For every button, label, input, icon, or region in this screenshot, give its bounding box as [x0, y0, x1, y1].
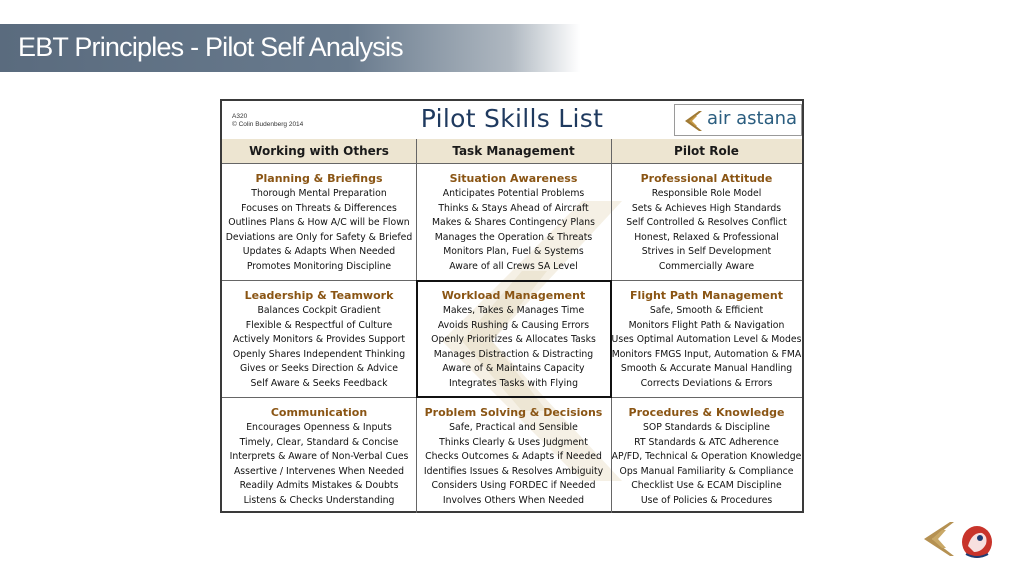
skill-item: Involves Others When Needed — [442, 494, 585, 506]
skill-item: Actively Monitors & Provides Support — [232, 334, 406, 345]
skill-item: Updates & Adapts When Needed — [242, 246, 396, 257]
skill-item: Monitors FMGS Input, Automation & FMA — [611, 348, 802, 360]
skill-item: Openly Prioritizes & Allocates Tasks — [431, 334, 596, 345]
skill-category-title: Communication — [270, 406, 368, 419]
skill-cell — [416, 164, 611, 280]
skill-item: Identifies Issues & Resolves Ambiguity — [423, 465, 604, 477]
air-astana-logo-icon — [681, 110, 703, 132]
skill-item: Responsible Role Model — [651, 188, 762, 199]
skill-item: Self Aware & Seeks Feedback — [250, 377, 388, 389]
skill-item: Smooth & Accurate Manual Handling — [620, 363, 793, 374]
skill-item: Corrects Deviations & Errors — [640, 377, 773, 389]
skill-cell — [611, 398, 802, 513]
skill-item: Thinks & Stays Ahead of Aircraft — [438, 202, 589, 214]
skill-cell — [416, 398, 611, 513]
air-astana-logo — [674, 104, 802, 136]
column-header-pilot-role: Pilot Role — [611, 139, 802, 164]
skill-item: Honest, Relaxed & Professional — [634, 231, 779, 243]
skill-item: Balances Cockpit Gradient — [257, 305, 381, 316]
skill-item: SOP Standards & Discipline — [642, 422, 771, 433]
skill-item: Manages the Operation & Threats — [434, 231, 593, 243]
skill-item: Thorough Mental Preparation — [251, 188, 387, 199]
skill-item: Makes & Shares Contingency Plans — [431, 217, 596, 228]
highlighted-cell-border — [416, 280, 612, 398]
skill-item: Checklist Use & ECAM Discipline — [631, 480, 782, 491]
skill-item: Thinks Clearly & Uses Judgment — [439, 436, 588, 448]
skill-item: Checks Outcomes & Adapts if Needed — [425, 451, 602, 462]
skill-item: Commercially Aware — [658, 260, 755, 272]
skill-item: Aware of all Crews SA Level — [449, 260, 578, 272]
skill-item: Use of Policies & Procedures — [640, 494, 773, 506]
slide-header-band — [0, 24, 580, 72]
skill-category-title: Professional Attitude — [640, 172, 773, 185]
pilot-skills-sheet — [220, 99, 804, 513]
skill-item: Uses Optimal Automation Level & Modes — [611, 334, 802, 345]
skill-item: Deviations are Only for Safety & Briefed — [225, 231, 413, 243]
skill-item: Self Controlled & Resolves Conflict — [626, 217, 787, 228]
skill-category-title: Problem Solving & Decisions — [424, 406, 603, 419]
skill-item: Flexible & Respectful of Culture — [245, 319, 393, 331]
skill-item: Listens & Checks Understanding — [243, 494, 395, 506]
skill-item: Focuses on Threats & Differences — [241, 202, 397, 214]
skill-category-title: Workload Management — [441, 289, 586, 302]
skill-item: AP/FD, Technical & Operation Knowledge — [611, 451, 802, 462]
skill-cell — [222, 398, 416, 513]
skill-item: Ops Manual Familiarity & Compliance — [619, 465, 794, 477]
skill-category-title: Flight Path Management — [630, 289, 783, 302]
skill-item: Timely, Clear, Standard & Concise — [239, 436, 399, 448]
corner-logo-icon — [920, 520, 954, 558]
skill-category-title: Planning & Briefings — [255, 172, 383, 185]
skill-category-title: Procedures & Knowledge — [628, 406, 785, 419]
skill-item: Avoids Rushing & Causing Errors — [437, 319, 590, 331]
skill-item: Outlines Plans & How A/C will be Flown — [228, 217, 410, 228]
skill-item: Monitors Flight Path & Navigation — [628, 319, 785, 331]
skill-item: Monitors Plan, Fuel & Systems — [443, 246, 584, 257]
skill-item: Makes, Takes & Manages Time — [442, 305, 585, 316]
skill-item: Manages Distraction & Distracting — [433, 348, 594, 360]
skill-item: RT Standards & ATC Adherence — [634, 436, 779, 448]
skill-item: Readily Admits Mistakes & Doubts — [239, 480, 399, 491]
skill-item: Safe, Smooth & Efficient — [649, 305, 764, 316]
logo-text: air astana — [707, 108, 798, 129]
meta-copyright: © Colin Budenberg 2014 — [232, 121, 304, 128]
slide-title: EBT Principles - Pilot Self Analysis — [18, 32, 403, 62]
skill-cell — [611, 281, 802, 397]
skill-item: Promotes Monitoring Discipline — [246, 260, 392, 272]
corner-crest-icon — [960, 524, 994, 560]
skill-cell — [222, 281, 416, 397]
skill-item: Integrates Tasks with Flying — [449, 377, 578, 389]
meta-aircraft: A320 — [232, 113, 248, 120]
skill-item: Safe, Practical and Sensible — [449, 422, 578, 433]
skill-item: Anticipates Potential Problems — [442, 188, 585, 199]
skill-item: Gives or Seeks Direction & Advice — [240, 363, 398, 374]
skill-category-title: Situation Awareness — [449, 172, 578, 185]
skill-item: Strives in Self Development — [641, 246, 772, 257]
skill-item: Considers Using FORDEC if Needed — [431, 480, 596, 491]
column-header-task-management: Task Management — [416, 139, 611, 164]
sheet-header — [222, 101, 802, 140]
skill-item: Sets & Achieves High Standards — [631, 202, 782, 214]
skill-cell — [611, 164, 802, 280]
skill-item: Assertive / Intervenes When Needed — [233, 465, 405, 477]
skill-cell — [222, 164, 416, 280]
skill-item: Encourages Openness & Inputs — [246, 422, 392, 433]
skill-item: Interprets & Aware of Non-Verbal Cues — [229, 451, 409, 462]
column-header-working-with-others: Working with Others — [222, 139, 416, 164]
skill-category-title: Leadership & Teamwork — [244, 289, 394, 302]
sheet-title: Pilot Skills List — [420, 104, 604, 133]
skill-item: Aware of & Maintains Capacity — [442, 363, 585, 374]
skill-item: Openly Shares Independent Thinking — [232, 348, 406, 360]
